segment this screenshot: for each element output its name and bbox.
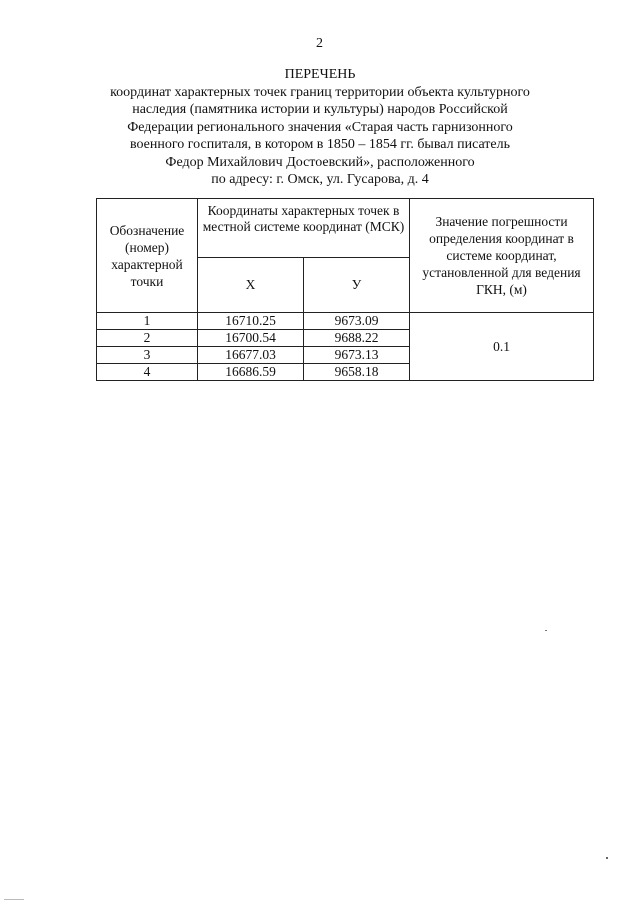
point-number: 4 [97,364,198,381]
scan-edge-mark [4,899,24,900]
table-row [97,313,594,330]
header-coordinates: Координаты характерных точек в местной системе координат (МСК) [198,199,410,258]
point-number: 3 [97,347,198,364]
coordinates-table [96,198,594,381]
point-number: 2 [97,330,198,347]
scan-speck [606,857,608,859]
heading-line-2: наследия (памятника истории и культуры) народов Российской [132,102,508,117]
y-value: 9658.18 [304,364,410,381]
header-point-designation: Обозначение (номер) характерной точки [97,199,198,313]
x-value: 16677.03 [198,347,304,364]
table-header-row [97,199,594,258]
error-value: 0.1 [410,313,594,381]
y-value: 9673.09 [304,313,410,330]
heading-line-4: военного госпиталя, в котором в 1850 – 1854 гг. бывал писатель [129,137,511,152]
y-value: 9688.22 [304,330,410,347]
coordinates-table-container [96,198,594,381]
x-value: 16710.25 [198,313,304,330]
heading-line-1: координат характерных точек границ территории объекта культурного [110,84,530,100]
point-number: 1 [97,313,198,330]
header-x: Х [198,258,304,313]
page-number: 2 [316,36,323,51]
y-value: 9673.13 [304,347,410,364]
heading-line-3: Федерации регионального значения «Старая часть гарнизонного [127,119,513,135]
document-heading [0,66,639,189]
heading-line-5: Федор Михайлович Достоевский», расположенного [165,154,475,170]
x-value: 16700.54 [198,330,304,347]
x-value: 16686.59 [198,364,304,381]
header-error-value: Значение погрешности определения координат в системе координат, установленной для ведения ГКН, (м) [410,199,594,313]
heading-line-6: по адресу: г. Омск, ул. Гусарова, д. 4 [211,172,429,187]
header-y: У [304,258,410,313]
document-title: ПЕРЕЧЕНЬ [284,67,356,82]
scan-speck [545,630,547,631]
